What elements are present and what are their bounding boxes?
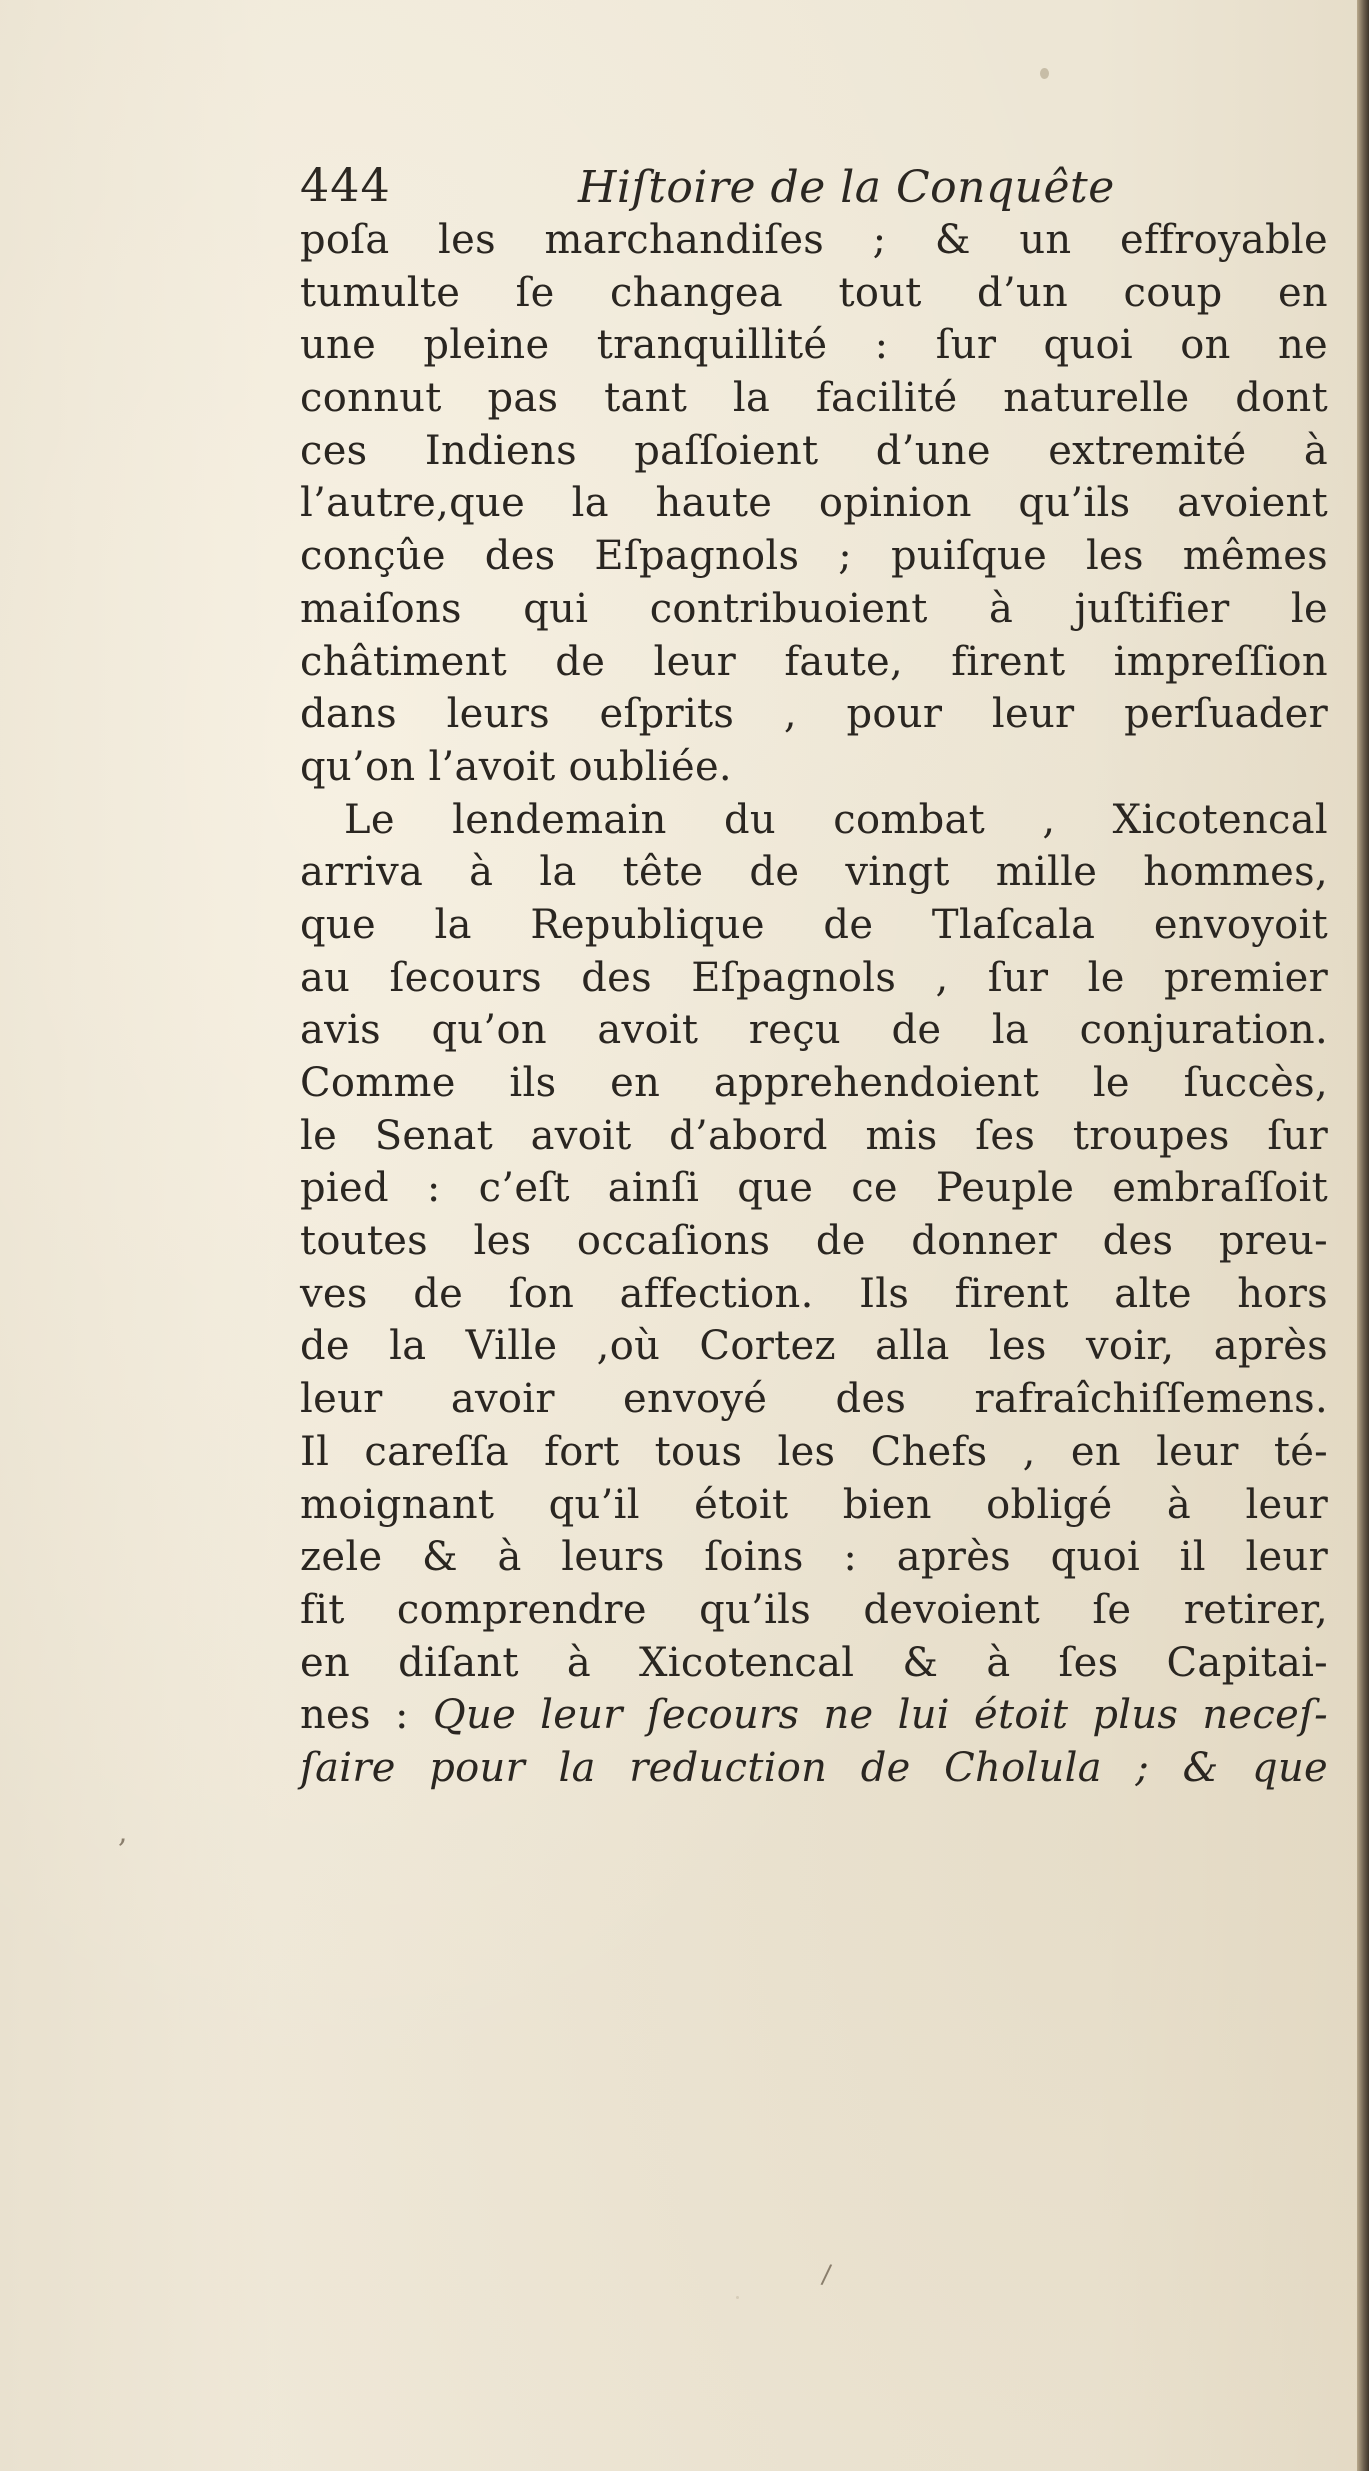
ink-spot xyxy=(736,2296,739,2299)
text-line: leur avoir envoyé des rafraîchiſſemens. xyxy=(300,1376,1328,1423)
stray-mark: , xyxy=(118,1815,128,1850)
text-line: châtiment de leur faute, firent impreſſion xyxy=(300,638,1328,685)
text-line: connut pas tant la facilité naturelle dont xyxy=(300,375,1328,422)
text-line: que la Republique de Tlaſcala envoyoit xyxy=(300,901,1328,948)
text-line: au ſecours des Eſpagnols , ſur le premier xyxy=(300,954,1328,1001)
text-line: en diſant à Xicotencal & à ſes Capitai- xyxy=(300,1639,1328,1686)
page-number: 444 xyxy=(300,158,391,212)
text-line: avis qu’on avoit reçu de la conjuration. xyxy=(300,1007,1328,1054)
text-line: Comme ils en apprehendoient le ſuccès, xyxy=(300,1060,1328,1106)
ink-spot xyxy=(1040,68,1049,79)
text-line-roman: nes : xyxy=(300,1692,433,1739)
text-line: dans leurs eſprits , pour leur perſuader xyxy=(300,691,1328,738)
text-line: de la Ville ,où Cortez alla les voir, après xyxy=(300,1323,1328,1370)
text-line: conçûe des Eſpagnols ; puiſque les mêmes xyxy=(300,533,1328,580)
text-line: tumulte ſe changea tout d’un coup en xyxy=(300,269,1328,316)
running-head xyxy=(300,158,1260,220)
text-line: Le lendemain du combat , Xicotencal xyxy=(344,796,1328,843)
text-line: poſa les marchandiſes ; & un effroyable xyxy=(300,217,1328,263)
text-line: l’autre,que la haute opinion qu’ils avoient xyxy=(300,480,1328,527)
stray-mark: / xyxy=(819,2259,833,2291)
text-line: ves de ſon affection. Ils firent alte hors xyxy=(300,1270,1328,1317)
text-line: fit comprendre qu’ils devoient ſe retirer, xyxy=(300,1586,1328,1633)
text-line: qu’on l’avoit oubliée. xyxy=(300,743,732,790)
text-line: maiſons qui contribuoient à juſtifier le xyxy=(300,585,1328,632)
text-line: ces Indiens paſſoient d’une extremité à xyxy=(300,427,1328,474)
text-line: le Senat avoit d’abord mis ſes troupes ſur xyxy=(300,1112,1328,1159)
text-line: toutes les occaſions de donner des preu- xyxy=(300,1218,1328,1265)
text-line: arriva à la tête de vingt mille hommes, xyxy=(300,849,1328,896)
text-line: moignant qu’il étoit bien obligé à leur xyxy=(300,1481,1328,1528)
text-line: zele & à leurs ſoins : après quoi il leur xyxy=(300,1534,1328,1581)
page-gutter-shadow xyxy=(1357,0,1369,2471)
running-title: Hiſtoire de la Conquête xyxy=(578,162,1115,213)
text-line: pied : c’eſt ainſi que ce Peuple embraſſoit xyxy=(300,1165,1328,1212)
text-line-italic: Que leur ſecours ne lui étoit plus neceſ- xyxy=(432,1692,1329,1739)
text-line: ſaire pour la reduction de Cholula ; & que xyxy=(300,1744,1328,1791)
text-line: Il careſſa fort tous les Chefs , en leur té- xyxy=(300,1428,1328,1475)
text-line: une pleine tranquillité : ſur quoi on ne xyxy=(300,322,1328,369)
body-text xyxy=(300,214,1328,1795)
text-line xyxy=(300,1689,1328,1742)
